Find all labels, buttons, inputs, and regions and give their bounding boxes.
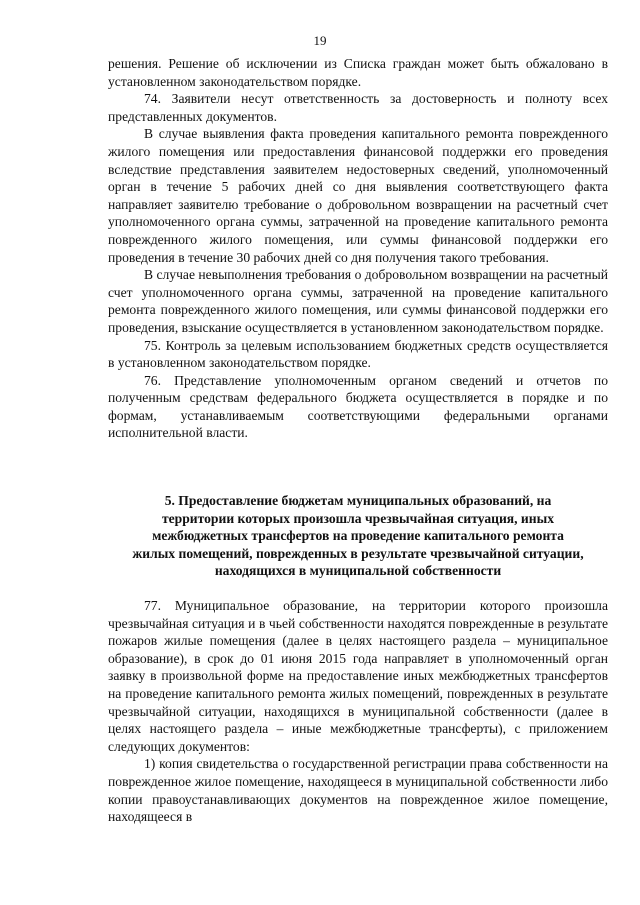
paragraph-76: 76. Представление уполномоченным органом сведений и отчетов по полученным средствам федерального бюджета осуществляется в порядке и по формам, устанавливаемым соответствующими федеральными органами исполнительной власти. — [108, 372, 608, 441]
section-heading-line: жилых помещений, поврежденных в результате чрезвычайной ситуации, — [132, 545, 584, 561]
paragraph-74-non-fulfillment: В случае невыполнения требования о добровольном возвращении на расчетный счет уполномоченного органа суммы, затраченной на проведение капитального ремонта поврежденного жилого помещения, или суммы финансовой поддержки его проведения, взыскание осуществляется в установленном законодательством порядке. — [108, 267, 608, 335]
section-heading-line: межбюджетных трансфертов на проведение капитального ремонта — [152, 528, 564, 544]
paragraph-continuation: решения. Решение об исключении из Списка граждан может быть обжаловано в установленном законодательством порядке. — [108, 56, 608, 89]
section-heading — [108, 492, 608, 580]
page-number: 19 — [313, 33, 327, 48]
paragraph-77: 77. Муниципальное образование, на территории которого произошла чрезвычайная ситуация и в чьей собственности находятся поврежденные в результате пожаров жилые помещения (далее в целях настоящего раздела – муниципальное образование), в срок до 01 июня 2015 года направляет в уполномоченный орган заявку в произвольной форме на предоставление иных межбюджетных трансфертов на проведение капитального ремонта жилых помещений, поврежденных в результате чрезвычайной ситуации, находящихся в муниципальной собственности (далее в целях настоящего раздела – иные межбюджетные трансферты), с приложением следующих документов: — [108, 598, 608, 754]
paragraph-74: 74. Заявители несут ответственность за достоверность и полноту всех представленных документов. — [108, 91, 608, 124]
body-text-top — [108, 55, 608, 442]
paragraph-74-false-info: В случае выявления факта проведения капитального ремонта поврежденного жилого помещения или предоставления финансовой поддержки его проведения вследствие представления заявителем недостоверных сведений, уполномоченный орган в течение 5 рабочих дней со дня выявления соответствующего факта направляет заявителю требование о добровольном возвращении на расчетный счет уполномоченного органа суммы, затраченной на проведение капитального ремонта поврежденного жилого помещения, или суммы финансовой поддержки его проведения в течение 30 рабочих дней со дня получения такого требования. — [108, 126, 608, 265]
body-text-bottom — [108, 597, 608, 826]
section-heading-line: находящихся в муниципальной собственности — [214, 563, 502, 579]
section-heading-line: 5. Предоставление бюджетам муниципальных образований, на — [164, 493, 552, 508]
section-heading-line: территории которых произошла чрезвычайная ситуация, иных — [161, 510, 555, 526]
paragraph-75: 75. Контроль за целевым использованием бюджетных средств осуществляется в установленном законодательством порядке. — [108, 337, 608, 371]
paragraph-77-item-1: 1) копия свидетельства о государственной регистрации права собственности на поврежденное жилое помещение, находящееся в муниципальной собственности либо копии правоустанавливающих документов на поврежденное жилое помещение, находящееся в — [108, 756, 608, 825]
